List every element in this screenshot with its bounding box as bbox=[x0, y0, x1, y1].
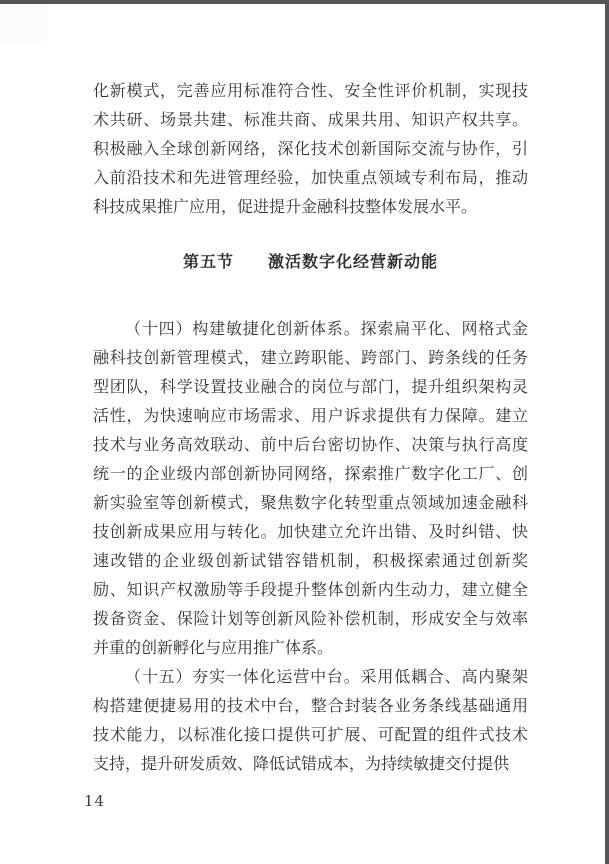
text-line: 技术与业务高效联动、前中后台密切协作、决策与执行高度 bbox=[93, 435, 528, 454]
scan-edge-right bbox=[605, 0, 609, 864]
text-line: 化新模式，完善应用标准符合性、安全性评价机制，实现技 bbox=[93, 81, 528, 100]
text-line: 统一的企业级内部创新协同网络，探索推广数字化工厂、创 bbox=[93, 464, 528, 483]
scan-edge-top bbox=[0, 0, 609, 4]
scan-corner-artifact bbox=[0, 5, 46, 43]
text-line: （十四）构建敏捷化创新体系。探索扁平化、网格式金 bbox=[125, 319, 528, 338]
text-line: 新实验室等创新模式，聚焦数字化转型重点领域加速金融科 bbox=[93, 493, 528, 512]
paragraph-item-14 bbox=[93, 314, 528, 662]
text-line: 术共研、场景共建、标准共商、成果共用、知识产权共享。 bbox=[93, 110, 528, 129]
text-line: 技创新成果应用与转化。加快建立允许出错、及时纠错、快 bbox=[93, 522, 528, 541]
text-line: 融科技创新管理模式，建立跨职能、跨部门、跨条线的任务 bbox=[93, 348, 528, 367]
text-line: 科技成果推广应用，促进提升金融科技整体发展水平。 bbox=[93, 197, 478, 216]
page-number: 14 bbox=[84, 792, 106, 810]
text-line: 活性，为快速响应市场需求、用户诉求提供有力保障。建立 bbox=[93, 406, 528, 425]
text-line: 入前沿技术和先进管理经验，加快重点领域专利布局，推动 bbox=[93, 168, 528, 187]
text-line: 型团队，科学设置技业融合的岗位与部门，提升组织架构灵 bbox=[93, 377, 528, 396]
section-heading: 第五节 激活数字化经营新动能 bbox=[182, 252, 438, 271]
text-line: 并重的创新孵化与应用推广体系。 bbox=[93, 638, 334, 657]
text-line: 支持，提升研发质效、降低试错成本，为持续敏捷交付提供 bbox=[93, 754, 510, 773]
text-line: 技术能力，以标准化接口提供可扩展、可配置的组件式技术 bbox=[93, 725, 528, 744]
text-line: 速改错的企业级创新试错容错机制，积极探索通过创新奖 bbox=[93, 551, 528, 570]
text-line: 积极融入全球创新网络，深化技术创新国际交流与协作，引 bbox=[93, 139, 528, 158]
page-content bbox=[93, 76, 528, 778]
text-line: 励、知识产权激励等手段提升整体创新内生动力，建立健全 bbox=[93, 580, 528, 599]
paragraph-continuation bbox=[93, 76, 528, 221]
text-line: 拨备资金、保险计划等创新风险补偿机制，形成安全与效率 bbox=[93, 609, 528, 628]
text-line: （十五）夯实一体化运营中台。采用低耦合、高内聚架 bbox=[125, 667, 528, 686]
text-line: 构搭建便捷易用的技术中台，整合封装各业务条线基础通用 bbox=[93, 696, 528, 715]
paragraph-item-15 bbox=[93, 662, 528, 778]
